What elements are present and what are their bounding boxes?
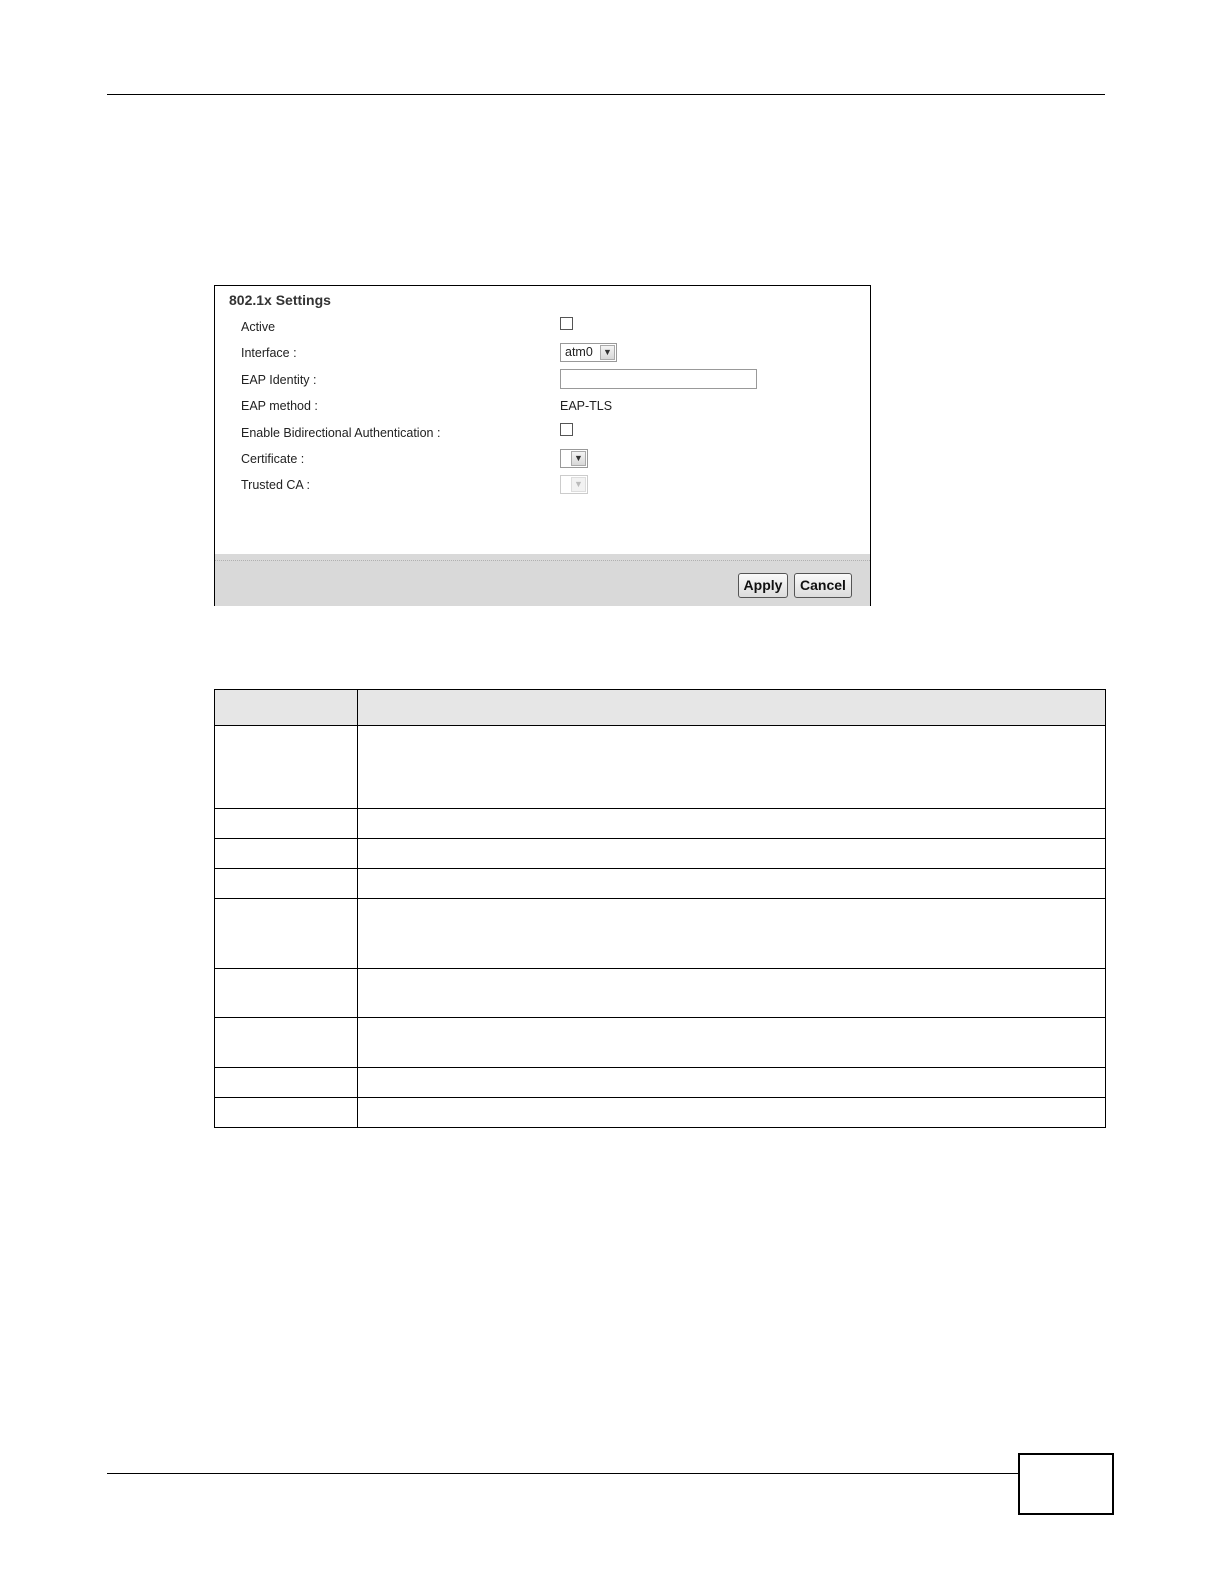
table-row: [215, 869, 1106, 899]
table-cell: [358, 969, 1106, 1018]
chevron-down-icon: ▼: [600, 345, 615, 360]
chevron-down-icon: ▼: [571, 477, 586, 492]
footer-divider: [215, 560, 870, 561]
eap-identity-label: EAP Identity :: [241, 373, 317, 387]
table-row: [215, 726, 1106, 809]
table-cell: [358, 869, 1106, 899]
bidirectional-auth-label: Enable Bidirectional Authentication :: [241, 426, 441, 440]
page-number-box: [1018, 1453, 1114, 1515]
table-cell: [215, 1068, 358, 1098]
description-table: [214, 689, 1106, 1128]
panel-title: 802.1x Settings: [229, 292, 331, 308]
table-header-row: [215, 690, 1106, 726]
interface-select[interactable]: [560, 343, 617, 362]
table-cell: [215, 726, 358, 809]
table-row: [215, 969, 1106, 1018]
chevron-down-icon: ▼: [571, 451, 586, 466]
eap-method-label: EAP method :: [241, 399, 318, 413]
trusted-ca-label: Trusted CA :: [241, 478, 311, 492]
table-header-cell: [215, 690, 358, 726]
apply-button[interactable]: Apply: [738, 573, 788, 598]
header-rule: [107, 94, 1105, 95]
certificate-label: Certificate :: [241, 452, 305, 466]
table-row: [215, 1018, 1106, 1068]
table-row: [215, 1068, 1106, 1098]
certificate-select[interactable]: [560, 449, 588, 468]
table-cell: [358, 1068, 1106, 1098]
table-cell: [215, 1098, 358, 1128]
table-cell: [215, 969, 358, 1018]
table-cell: [358, 726, 1106, 809]
bidirectional-auth-checkbox[interactable]: [560, 423, 573, 436]
table-cell: [358, 809, 1106, 839]
table-cell: [358, 1018, 1106, 1068]
table-cell: [215, 869, 358, 899]
table-cell: [358, 839, 1106, 869]
interface-label: Interface :: [241, 346, 297, 360]
eap-identity-input[interactable]: [560, 369, 757, 389]
settings-panel: [214, 285, 871, 606]
table-row: [215, 899, 1106, 969]
interface-select-value: atm0: [565, 345, 593, 359]
table-cell: [215, 1018, 358, 1068]
table-cell: [215, 899, 358, 969]
table-row: [215, 809, 1106, 839]
table-cell: [358, 1098, 1106, 1128]
footer-rule: [107, 1473, 1019, 1474]
table-cell: [215, 839, 358, 869]
active-label: Active: [241, 320, 276, 334]
table-header-cell: [358, 690, 1106, 726]
active-checkbox[interactable]: [560, 317, 573, 330]
table-cell: [358, 899, 1106, 969]
table-cell: [215, 809, 358, 839]
table-row: [215, 839, 1106, 869]
trusted-ca-select: [560, 475, 588, 494]
table-row: [215, 1098, 1106, 1128]
cancel-button[interactable]: Cancel: [794, 573, 852, 598]
panel-footer: [215, 554, 870, 606]
eap-method-value: EAP-TLS: [560, 399, 613, 413]
